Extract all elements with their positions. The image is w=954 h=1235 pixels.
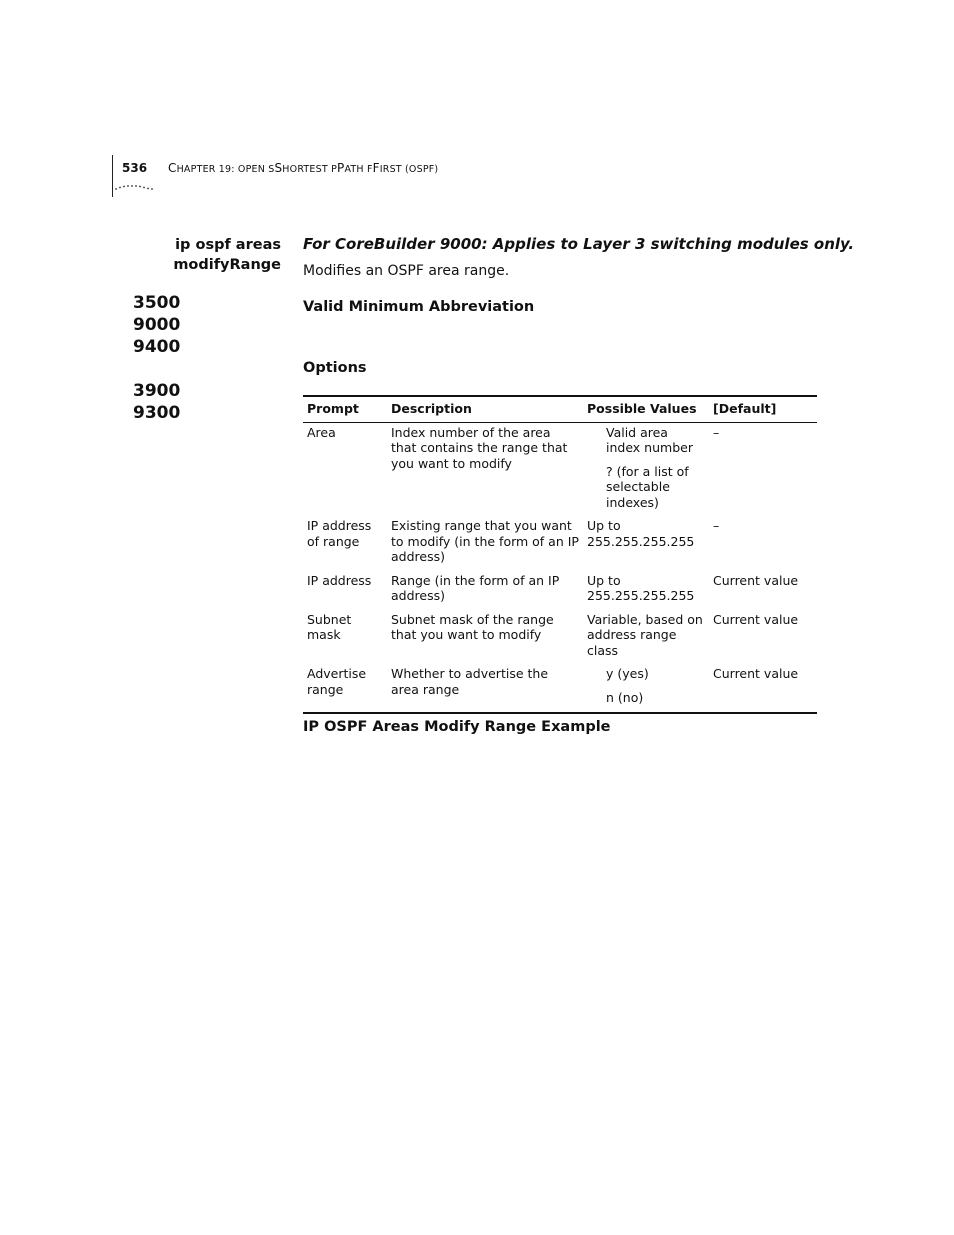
dotted-ornament (114, 183, 156, 191)
platform-item: 9400 (133, 337, 181, 357)
table-row (303, 517, 817, 572)
value-item: y (yes) (606, 666, 649, 681)
default-cell: Current value (709, 665, 817, 713)
values-cell: Variable, based on address range class (587, 611, 703, 658)
example-heading: IP OSPF Areas Modify Range Example (303, 719, 611, 735)
values-cell: Up to 255.255.255.255 (587, 572, 695, 603)
valid-abbreviation-heading: Valid Minimum Abbreviation (303, 299, 535, 315)
prompt-cell: Advertise range (303, 665, 387, 713)
prompt-cell: IP address (307, 572, 372, 588)
column-header: [Default] (709, 396, 817, 422)
description-cell: Whether to advertise the area range (387, 665, 583, 713)
values-cell: Up to 255.255.255.255 (587, 518, 695, 549)
values-cell (583, 665, 709, 713)
value-item: ? (for a list of selectable indexes) (606, 463, 689, 510)
default-cell: Current value (713, 611, 799, 627)
page-number: 536 (122, 161, 148, 175)
table-row (303, 422, 817, 517)
platform-item: 9000 (133, 315, 181, 335)
platform-item: 3500 (133, 293, 181, 313)
prompt-cell: Subnet mask (307, 611, 352, 642)
description-cell: Subnet mask of the range that you want to modify (391, 611, 554, 642)
platform-list (133, 292, 180, 424)
value-item: Valid area index number (606, 424, 693, 455)
command-description: Modifies an OSPF area range. (303, 263, 510, 279)
column-header: Prompt (303, 396, 387, 422)
default-cell: – (713, 518, 720, 533)
table-row (303, 611, 817, 666)
value-item: n (no) (606, 689, 644, 705)
column-header: Description (387, 396, 583, 422)
options-heading: Options (303, 360, 367, 376)
command-name: ip ospf areas modifyRange (173, 237, 281, 273)
default-cell: Current value (713, 572, 799, 588)
running-header: CHAPTER 19: OPEN SSHORTEST PPATH FFIRST (OSPF) (168, 161, 439, 175)
table-row (303, 572, 817, 611)
column-header: Possible Values (583, 396, 709, 422)
table-header-row (303, 396, 817, 422)
prompt-cell: IP address of range (307, 518, 372, 549)
prompt-cell: Area (307, 424, 336, 440)
table-row (303, 665, 817, 713)
platform-item: 9300 (133, 403, 181, 423)
values-cell (583, 422, 709, 517)
default-cell: – (713, 424, 720, 440)
margin-rule (112, 155, 113, 197)
options-table (303, 395, 817, 714)
description-cell: Existing range that you want to modify (in the form of an IP address) (391, 518, 579, 564)
applies-note: For CoreBuilder 9000: Applies to Layer 3 switching modules only. (303, 235, 855, 253)
platform-item: 3900 (133, 381, 181, 401)
description-cell: Range (in the form of an IP address) (391, 572, 560, 603)
description-cell: Index number of the area that contains the range that you want to modify (391, 424, 568, 471)
